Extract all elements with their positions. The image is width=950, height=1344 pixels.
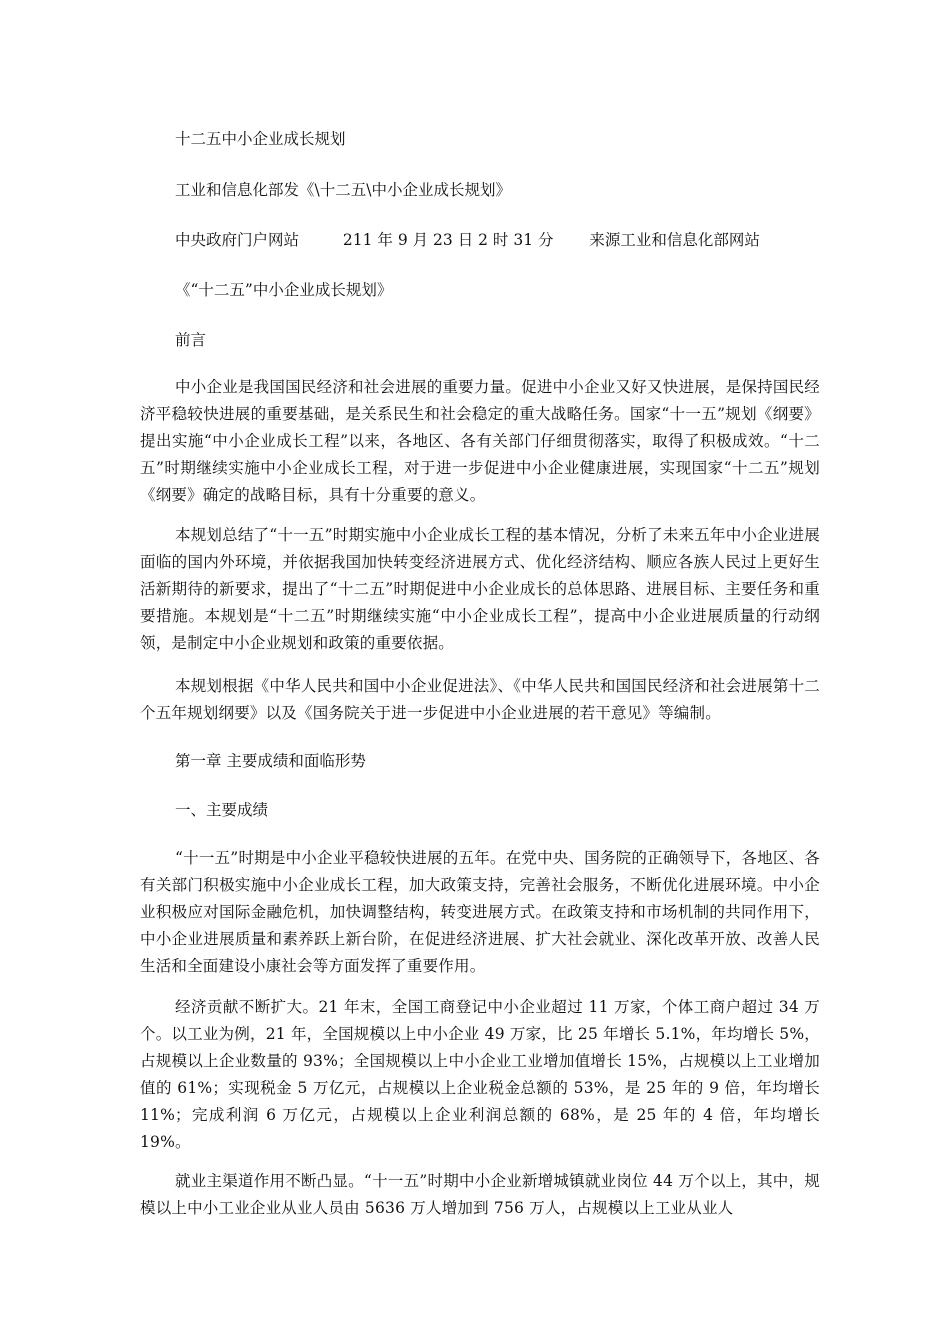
document-meta — [175, 230, 760, 250]
paragraph-1: 中小企业是我国国民经济和社会进展的重要力量。促进中小企业又好又快进展，是保持国民经济平稳较快进展的重要基础，是关系民生和社会稳定的重大战略任务。国家“十一五”规划《纲要》提出实施“中小企业成长工程”以来，各地区、各有关部门仔细贯彻落实，取得了积极成效。“十二五”时期继续实施中小企业成长工程，对于进一步促进中小企业健康进展，实现国家“十二五”规划《纲要》确定的战略目标，具有十分重要的意义。 — [140, 378, 820, 504]
paragraph-6: 就业主渠道作用不断凸显。“十一五”时期中小企业新增城镇就业岗位 44 万个以上，其中，规模以上中小工业企业从业人员由 5636 万人增加到 756 万人，占规模以上工业从业人 — [140, 1172, 820, 1217]
paragraph-4: “十一五”时期是中小企业平稳较快进展的五年。在党中央、国务院的正确领导下，各地区、各有关部门积极实施中小企业成长工程，加大政策支持，完善社会服务，不断优化进展环境。中小企业积极应对国际金融危机，加快调整结构，转变进展方式。在政策支持和市场机制的共同作用下，中小企业进展质量和素养跃上新台阶，在促进经济进展、扩大社会就业、深化改革开放、改善人民生活和全面建设小康社会等方面发挥了重要作用。 — [140, 849, 820, 975]
section-1-heading: 一、主要成绩 — [175, 801, 269, 819]
chapter-1-heading: 第一章 主要成绩和面临形势 — [175, 752, 366, 770]
meta-source: 来源工业和信息化部网站 — [589, 231, 760, 249]
paragraph-5: 经济贡献不断扩大。21 年末，全国工商登记中小企业超过 11 万家，个体工商户超过 34 万个。以工业为例，21 年，全国规模以上中小企业 49 万家，比 25 年增长 5.1%，年均增长 5%，占规模以上企业数量的 93%；全国规模以上中小企业工业增加值增长 15%，占规模以上工业增加值的 61%；实现税金 5 万亿元，占规模以上企业税金总额的 53%，是 25 年的 9 倍，年均增长 11%；完成利润 6 万亿元，占规模以上企业利润总额的 68%，是 25 年的 4 倍，年均增长 19%。 — [140, 998, 820, 1151]
paragraph-3: 本规划根据《中华人民共和国中小企业促进法》、《中华人民共和国国民经济和社会进展第十二个五年规划纲要》以及《国务院关于进一步促进中小企业进展的若干意见》等编制。 — [140, 677, 820, 722]
meta-site: 中央政府门户网站 — [175, 231, 300, 249]
document-subtitle: 工业和信息化部发《\十二五\中小企业成长规划》 — [175, 181, 511, 199]
document-doc-title: 《“十二五”中小企业成长规划》 — [175, 281, 393, 299]
preface-heading: 前言 — [175, 331, 207, 349]
paragraph-2: 本规划总结了“十一五”时期实施中小企业成长工程的基本情况，分析了未来五年中小企业进展面临的国内外环境，并依据我国加快转变经济进展方式、优化经济结构、顺应各族人民过上更好生活新期待的新要求，提出了“十二五”时期促进中小企业成长的总体思路、进展目标、主要任务和重要措施。本规划是“十二五”时期继续实施“中小企业成长工程”，提高中小企业进展质量的行动纲领，是制定中小企业规划和政策的重要依据。 — [140, 526, 820, 652]
meta-datetime: 211 年 9 月 23 日 2 时 31 分 — [342, 231, 554, 249]
document-title: 十二五中小企业成长规划 — [175, 130, 346, 148]
